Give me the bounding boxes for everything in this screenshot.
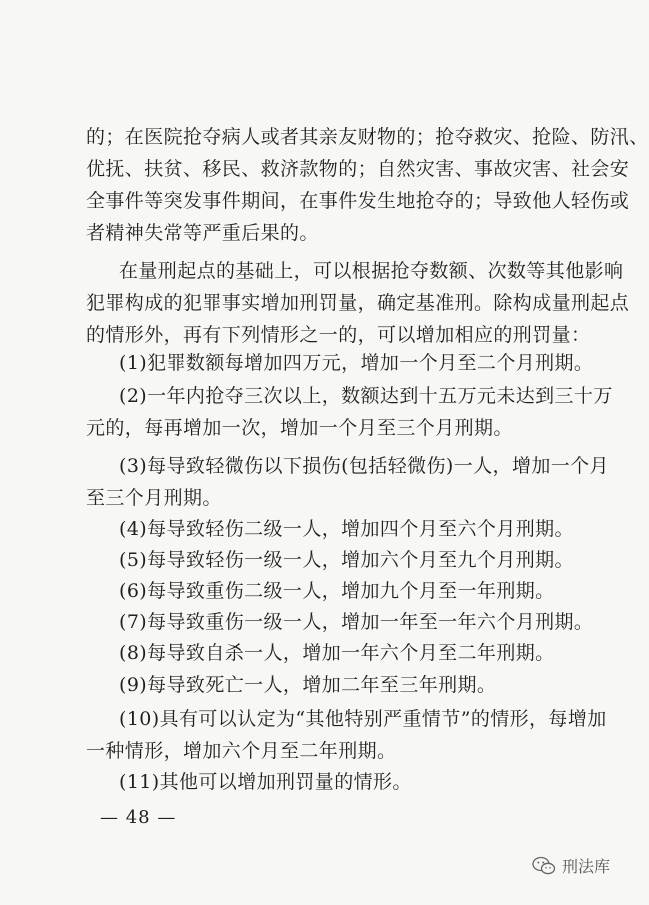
body-line: 优抚、扶贫、移民、救济款物的；自然灾害、事故灾害、社会安 [86,158,630,180]
list-item: (8)每导致自杀一人，增加一年六个月至二年刑期。 [119,642,555,664]
list-item: (1)犯罪数额每增加四万元，增加一个月至二个月刑期。 [119,352,594,374]
list-item: (2)一年内抢夺三次以上，数额达到十五万元未达到三十万 [119,385,613,407]
list-item: (11)其他可以增加刑罚量的情形。 [119,771,412,793]
page-number: — 48 — [100,807,177,828]
list-item-continuation: 元的，每再增加一次，增加一个月至三个月刑期。 [86,417,513,439]
watermark [532,854,610,877]
list-item-continuation: 一种情形，增加六个月至二年刑期。 [86,740,397,762]
list-item: (10)具有可以认定为“其他特别严重情节”的情形，每增加 [119,708,607,730]
body-line: 者精神失常等严重后果的。 [86,222,319,244]
body-line: 的情形外，再有下列情形之一的，可以增加相应的刑罚量： [86,324,591,346]
body-line: 的；在医院抢夺病人或者其亲友财物的；抢夺救灾、抢险、防汛、 [86,126,649,148]
list-item: (5)每导致轻伤一级一人，增加六个月至九个月刑期。 [119,549,574,571]
body-line: 在量刑起点的基础上，可以根据抢夺数额、次数等其他影响 [119,260,624,282]
body-line: 全事件等突发事件期间，在事件发生地抢夺的；导致他人轻伤或 [86,190,630,212]
list-item: (4)每导致轻伤二级一人，增加四个月至六个月刑期。 [119,518,574,540]
watermark-text: 刑法库 [561,857,610,876]
list-item: (7)每导致重伤一级一人，增加一年至一年六个月刑期。 [119,611,594,633]
list-item-continuation: 至三个月刑期。 [86,487,222,509]
body-line: 犯罪构成的犯罪事实增加刑罚量，确定基准刑。除构成量刑起点 [86,292,630,314]
wechat-icon [532,856,556,876]
list-item: (9)每导致死亡一人，增加二年至三年刑期。 [119,674,497,696]
list-item: (3)每导致轻微伤以下损伤(包括轻微伤)一人，增加一个月 [119,455,609,477]
list-item: (6)每导致重伤二级一人，增加九个月至一年刑期。 [119,580,555,602]
